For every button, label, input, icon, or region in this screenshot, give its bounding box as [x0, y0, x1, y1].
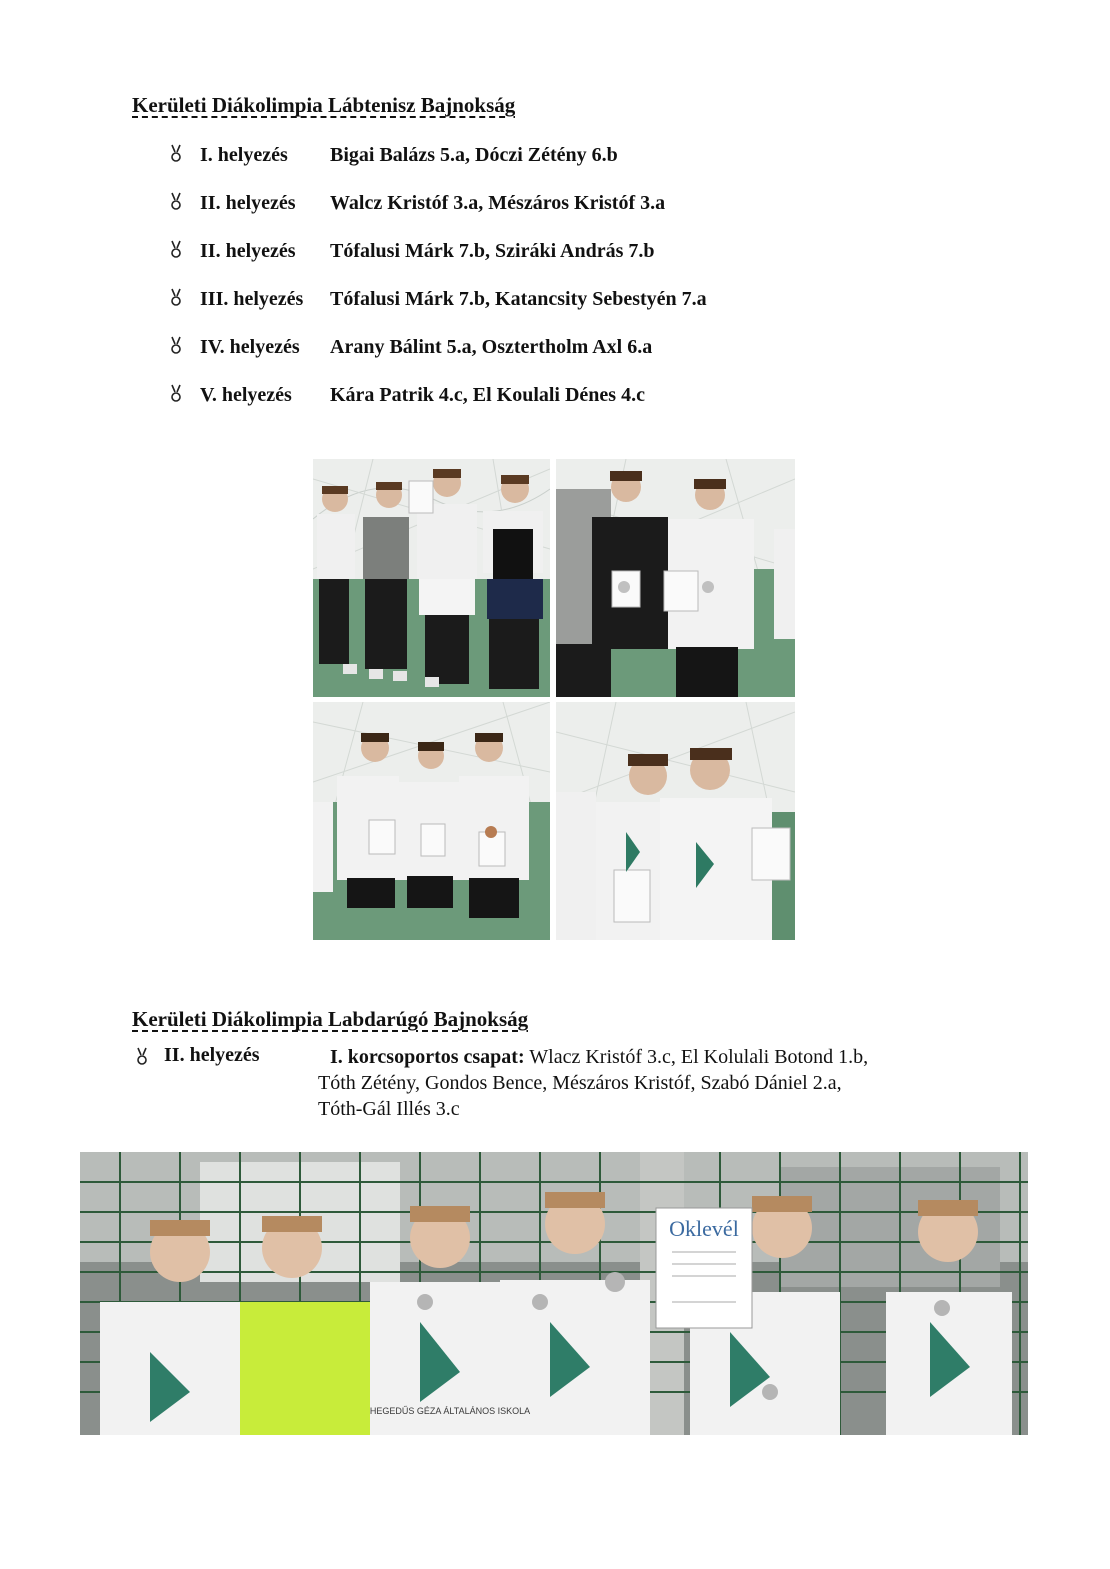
- result-names: Bigai Balázs 5.a, Dóczi Zétény 6.b: [330, 144, 618, 166]
- team-names-1: Wlacz Kristóf 3.c, El Kolulali Botond 1.b,: [529, 1046, 869, 1068]
- section-heading-labtenisz: Kerületi Diákolimpia Lábtenisz Bajnokság: [132, 93, 516, 117]
- result-place: II. helyezés: [200, 192, 296, 214]
- group-label: I. korcsoportos csapat:: [330, 1046, 525, 1068]
- football-team-photo: [80, 1152, 1028, 1435]
- team-line-2: Tóth Zétény, Gondos Bence, Mészáros Kristóf, Szabó Dániel 2.a,: [318, 1072, 842, 1094]
- result-place: III. helyezés: [200, 288, 304, 310]
- medal-icon: [170, 144, 184, 164]
- medal-icon: [170, 240, 184, 260]
- football-place: II. helyezés: [164, 1044, 260, 1066]
- team-line-3: Tóth-Gál Illés 3.c: [318, 1098, 460, 1120]
- team-photo-1: [313, 459, 550, 697]
- result-place: V. helyezés: [200, 384, 292, 406]
- team-photo-3: [313, 702, 550, 940]
- result-place: II. helyezés: [200, 240, 296, 262]
- certificate-label: Oklevél: [669, 1216, 739, 1241]
- team-photo-4: [556, 702, 795, 940]
- section-heading-labdarugo: Kerületi Diákolimpia Labdarúgó Bajnokság: [132, 1007, 529, 1031]
- shirt-school-text: HEGEDŰS GÉZA ÁLTALÁNOS ISKOLA: [369, 1406, 531, 1416]
- medal-icon: [170, 384, 184, 404]
- result-names: Walcz Kristóf 3.a, Mészáros Kristóf 3.a: [330, 192, 666, 214]
- medal-icon: [170, 288, 184, 308]
- result-names: Kára Patrik 4.c, El Koulali Dénes 4.c: [330, 384, 645, 406]
- medal-icon: [170, 192, 184, 212]
- team-photo-2: [556, 459, 795, 697]
- result-names: Tófalusi Márk 7.b, Katancsity Sebestyén 7.a: [330, 288, 707, 310]
- medal-icon: [136, 1047, 148, 1067]
- result-place: I. helyezés: [200, 144, 288, 166]
- football-team-members: [318, 1044, 958, 1122]
- result-names: Tófalusi Márk 7.b, Sziráki András 7.b: [330, 240, 655, 262]
- result-place: IV. helyezés: [200, 336, 300, 358]
- team-line-1: [318, 1044, 958, 1070]
- result-names: Arany Bálint 5.a, Osztertholm Axl 6.a: [330, 336, 653, 358]
- medal-icon: [170, 336, 184, 356]
